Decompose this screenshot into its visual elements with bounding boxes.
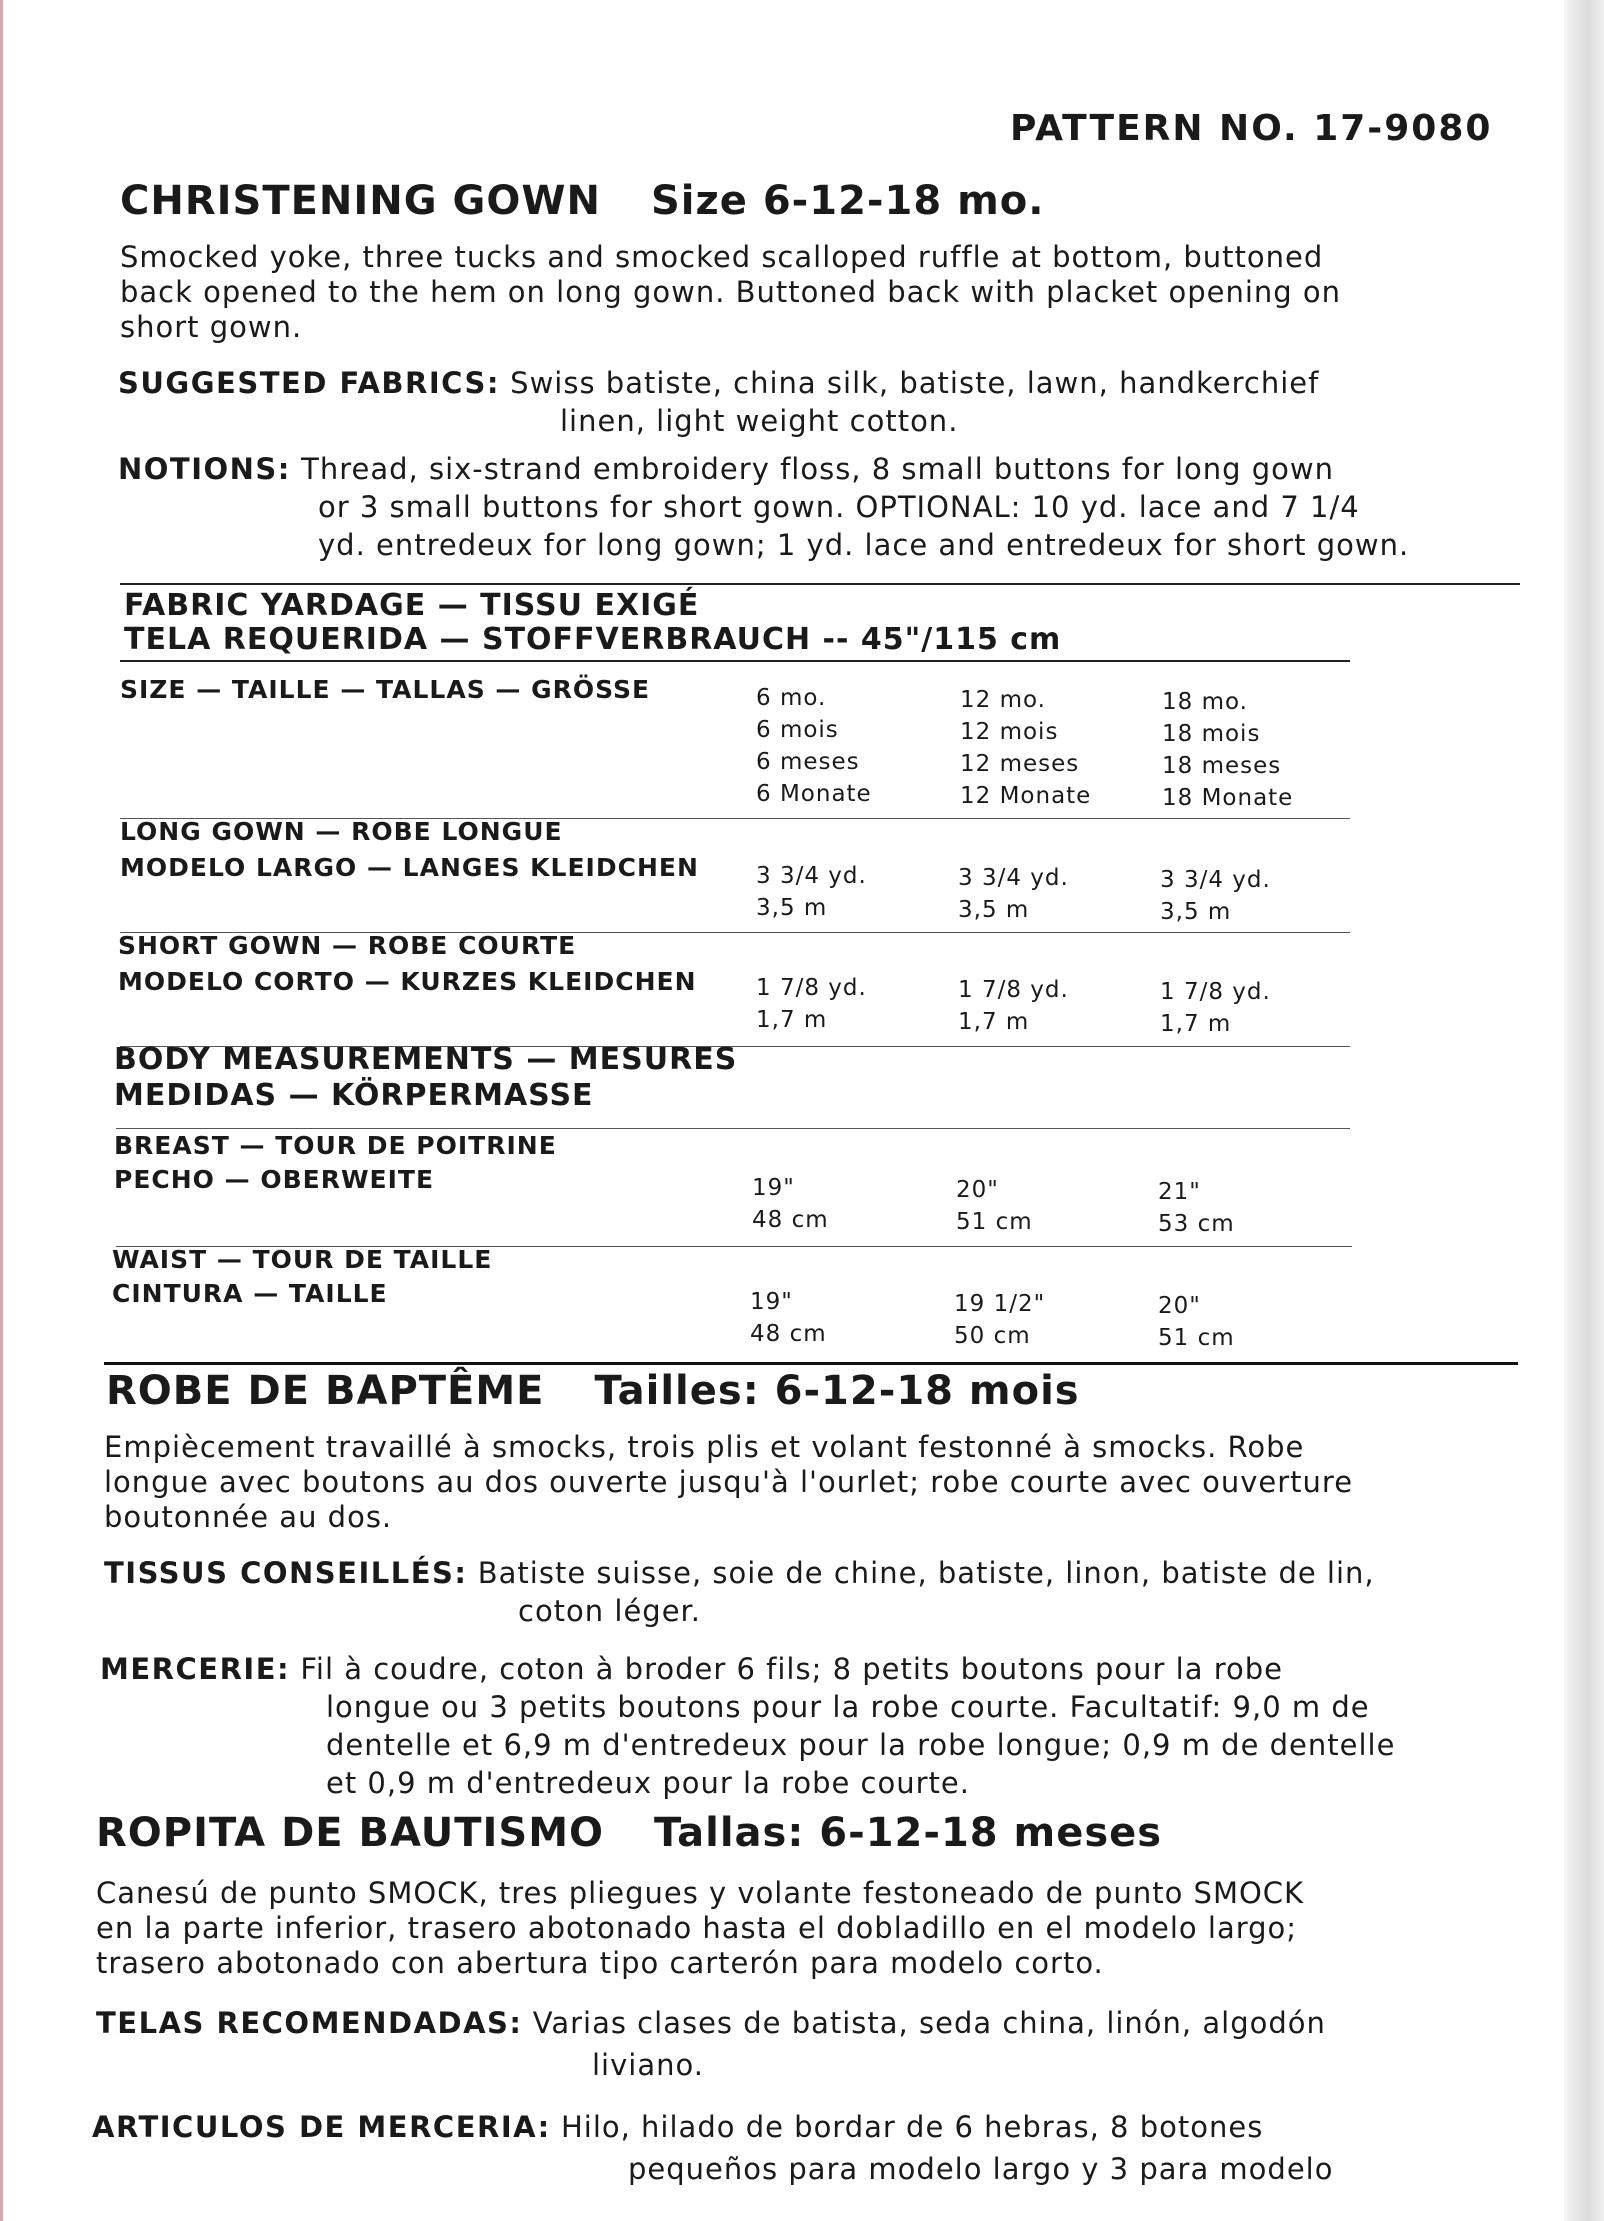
english-title: CHRISTENING GOWN bbox=[120, 178, 601, 224]
yardage-value: 1 7/8 yd. bbox=[1160, 979, 1271, 1005]
spanish-fabrics bbox=[96, 2006, 1326, 2041]
yardage-value: 1 7/8 yd. bbox=[756, 975, 867, 1001]
spanish-fabrics-cont: liviano. bbox=[592, 2048, 704, 2082]
breast-cell bbox=[752, 1172, 829, 1236]
size-value: 6 Monate bbox=[756, 781, 872, 807]
divider bbox=[104, 1362, 1518, 1365]
english-notions-cont: yd. entredeux for long gown; 1 yd. lace and entredeux for short gown. bbox=[318, 528, 1410, 562]
size-col-6 bbox=[756, 682, 872, 810]
metric-value: 1,7 m bbox=[1160, 1011, 1232, 1037]
size-value: 6 meses bbox=[756, 749, 860, 775]
size-value: 18 Monate bbox=[1162, 785, 1294, 811]
yardage-value: 3 3/4 yd. bbox=[756, 863, 867, 889]
divider bbox=[120, 660, 1350, 662]
size-value: 12 meses bbox=[960, 751, 1080, 777]
divider bbox=[120, 583, 1520, 585]
size-value: 18 mo. bbox=[1162, 689, 1248, 715]
english-description bbox=[120, 240, 1341, 345]
size-row-label: SIZE — TAILLE — TALLAS — GRÖSSE bbox=[120, 675, 651, 704]
size-value: 12 Monate bbox=[960, 783, 1092, 809]
short-gown-label-1: SHORT GOWN — ROBE COURTE bbox=[118, 931, 577, 960]
metric-value: 51 cm bbox=[1158, 1325, 1235, 1351]
pattern-number: PATTERN NO. 17-9080 bbox=[1010, 108, 1493, 149]
breast-label-1: BREAST — TOUR DE POITRINE bbox=[114, 1131, 557, 1160]
yardage-value: 3 3/4 yd. bbox=[1160, 867, 1271, 893]
size-value: 12 mois bbox=[960, 719, 1059, 745]
metric-value: 3,5 m bbox=[756, 895, 828, 921]
body-heading-1: BODY MEASUREMENTS — MESURES bbox=[114, 1042, 738, 1077]
french-fabrics-text: Batiste suisse, soie de chine, batiste, linon, batiste de lin, bbox=[477, 1556, 1375, 1590]
spanish-notions-label: ARTICULOS DE MERCERIA: bbox=[92, 2110, 551, 2144]
spanish-description-line: Canesú de punto SMOCK, tres pliegues y volante festoneado de punto SMOCK bbox=[96, 1876, 1305, 1910]
spanish-title-line bbox=[96, 1810, 1162, 1856]
short-gown-label-2: MODELO CORTO — KURZES KLEIDCHEN bbox=[118, 967, 697, 996]
spanish-description bbox=[96, 1876, 1304, 1981]
waist-cell bbox=[954, 1288, 1045, 1352]
english-fabrics-label: SUGGESTED FABRICS: bbox=[118, 366, 500, 400]
french-description-line: longue avec boutons au dos ouverte jusqu'à l'ourlet; robe courte avec ouverture bbox=[104, 1465, 1354, 1499]
spanish-description-line: en la parte inferior, trasero abotonado hasta el dobladillo en el modelo largo; bbox=[96, 1911, 1298, 1945]
size-value: 18 mois bbox=[1162, 721, 1261, 747]
english-notions-cont: or 3 small buttons for short gown. OPTIONAL: 10 yd. lace and 7 1/4 bbox=[318, 490, 1360, 524]
yardage-value: 1 7/8 yd. bbox=[958, 977, 1069, 1003]
french-notions-label: MERCERIE: bbox=[100, 1652, 291, 1686]
french-fabrics bbox=[104, 1556, 1375, 1591]
french-fabrics-label: TISSUS CONSEILLÉS: bbox=[104, 1556, 468, 1590]
long-gown-cell bbox=[1160, 864, 1271, 928]
inch-value: 19" bbox=[750, 1289, 793, 1315]
french-size: Tailles: 6-12-18 mois bbox=[594, 1368, 1080, 1414]
size-value: 6 mo. bbox=[756, 685, 827, 711]
metric-value: 51 cm bbox=[956, 1209, 1033, 1235]
inch-value: 19" bbox=[752, 1175, 795, 1201]
yardage-heading-1: FABRIC YARDAGE — TISSU EXIGÉ bbox=[124, 588, 700, 623]
size-value: 18 meses bbox=[1162, 753, 1282, 779]
long-gown-cell bbox=[756, 860, 867, 924]
spanish-notions bbox=[92, 2110, 1263, 2145]
page-edge bbox=[0, 0, 3, 2221]
spanish-fabrics-label: TELAS RECOMENDADAS: bbox=[96, 2006, 523, 2040]
yardage-heading-2: TELA REQUERIDA — STOFFVERBRAUCH -- 45"/115 cm bbox=[124, 622, 1062, 657]
metric-value: 50 cm bbox=[954, 1323, 1031, 1349]
long-gown-label-1: LONG GOWN — ROBE LONGUE bbox=[120, 817, 563, 846]
inch-value: 20" bbox=[956, 1177, 999, 1203]
breast-label-2: PECHO — OBERWEITE bbox=[114, 1165, 435, 1194]
french-description bbox=[104, 1430, 1353, 1535]
long-gown-label-2: MODELO LARGO — LANGES KLEIDCHEN bbox=[120, 853, 699, 882]
page-fold-shadow bbox=[1564, 0, 1604, 2221]
spanish-title: ROPITA DE BAUTISMO bbox=[96, 1810, 604, 1856]
english-description-line: back opened to the hem on long gown. Buttoned back with placket opening on bbox=[120, 275, 1342, 309]
waist-label-2: CINTURA — TAILLE bbox=[112, 1279, 388, 1308]
breast-cell bbox=[956, 1174, 1033, 1238]
metric-value: 53 cm bbox=[1158, 1211, 1235, 1237]
spanish-size: Tallas: 6-12-18 meses bbox=[654, 1810, 1163, 1856]
english-description-line: short gown. bbox=[120, 310, 303, 344]
english-description-line: Smocked yoke, three tucks and smocked scalloped ruffle at bottom, buttoned bbox=[120, 240, 1324, 274]
spanish-fabrics-text: Varias clases de batista, seda china, linón, algodón bbox=[532, 2006, 1326, 2040]
size-value: 6 mois bbox=[756, 717, 839, 743]
metric-value: 1,7 m bbox=[756, 1007, 828, 1033]
spanish-notions-text: Hilo, hilado de bordar de 6 hebras, 8 botones bbox=[560, 2110, 1264, 2144]
english-fabrics-text: Swiss batiste, china silk, batiste, lawn, handkerchief bbox=[510, 366, 1320, 400]
french-notions-cont: longue ou 3 petits boutons pour la robe courte. Facultatif: 9,0 m de bbox=[326, 1690, 1370, 1724]
metric-value: 3,5 m bbox=[958, 897, 1030, 923]
english-notions-label: NOTIONS: bbox=[118, 452, 291, 486]
english-notions bbox=[118, 452, 1334, 487]
size-col-12 bbox=[960, 684, 1091, 812]
french-title: ROBE DE BAPTÊME bbox=[106, 1368, 545, 1414]
spanish-notions-cont: pequeños para modelo largo y 3 para modelo bbox=[628, 2152, 1334, 2186]
english-notions-text: Thread, six-strand embroidery floss, 8 small buttons for long gown bbox=[301, 452, 1334, 486]
french-description-line: Empiècement travaillé à smocks, trois plis et volant festonné à smocks. Robe bbox=[104, 1430, 1305, 1464]
short-gown-cell bbox=[756, 972, 867, 1036]
metric-value: 3,5 m bbox=[1160, 899, 1232, 925]
waist-label-1: WAIST — TOUR DE TAILLE bbox=[112, 1245, 493, 1274]
waist-cell bbox=[750, 1286, 827, 1350]
spanish-description-line: trasero abotonado con abertura tipo carterón para modelo corto. bbox=[96, 1946, 1104, 1980]
breast-cell bbox=[1158, 1176, 1235, 1240]
yardage-value: 3 3/4 yd. bbox=[958, 865, 1069, 891]
french-title-line bbox=[106, 1368, 1080, 1414]
metric-value: 48 cm bbox=[752, 1207, 829, 1233]
short-gown-cell bbox=[1160, 976, 1271, 1040]
long-gown-cell bbox=[958, 862, 1069, 926]
inch-value: 20" bbox=[1158, 1293, 1201, 1319]
english-size: Size 6-12-18 mo. bbox=[650, 178, 1045, 224]
french-notions-cont: et 0,9 m d'entredeux pour la robe courte. bbox=[326, 1766, 970, 1800]
french-description-line: boutonnée au dos. bbox=[104, 1500, 393, 1534]
french-notions bbox=[100, 1652, 1283, 1687]
size-col-18 bbox=[1162, 686, 1293, 814]
english-fabrics bbox=[118, 366, 1319, 401]
inch-value: 21" bbox=[1158, 1179, 1201, 1205]
short-gown-cell bbox=[958, 974, 1069, 1038]
size-value: 12 mo. bbox=[960, 687, 1046, 713]
french-notions-cont: dentelle et 6,9 m d'entredeux pour la robe longue; 0,9 m de dentelle bbox=[326, 1728, 1396, 1762]
waist-cell bbox=[1158, 1290, 1235, 1354]
metric-value: 1,7 m bbox=[958, 1009, 1030, 1035]
french-notions-text: Fil à coudre, coton à broder 6 fils; 8 petits boutons pour la robe bbox=[300, 1652, 1283, 1686]
body-heading-2: MEDIDAS — KÖRPERMASSE bbox=[114, 1078, 594, 1113]
metric-value: 48 cm bbox=[750, 1321, 827, 1347]
english-title-line bbox=[120, 178, 1044, 224]
inch-value: 19 1/2" bbox=[954, 1291, 1046, 1317]
french-fabrics-cont: coton léger. bbox=[518, 1594, 702, 1628]
english-fabrics-cont: linen, light weight cotton. bbox=[560, 404, 959, 438]
